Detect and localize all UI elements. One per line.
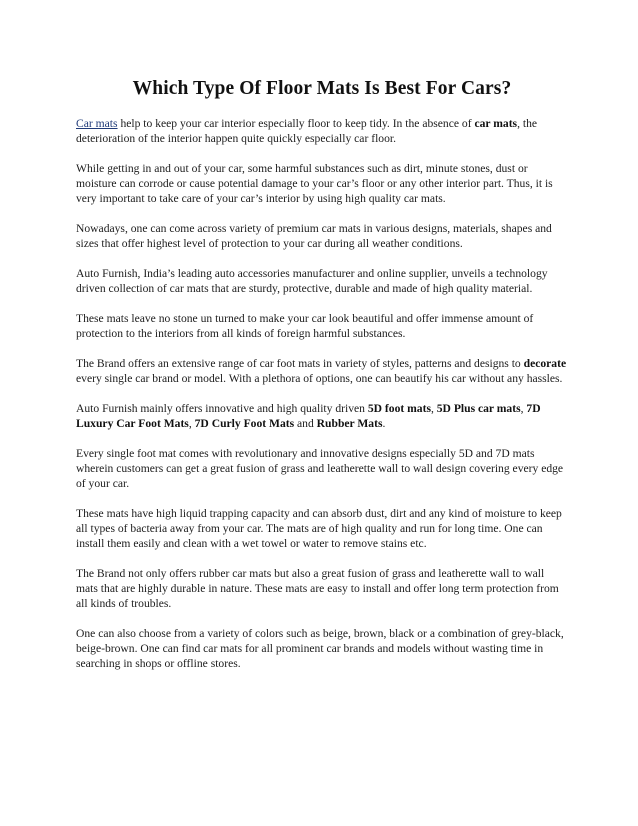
paragraph-interior-care: While getting in and out of your car, some harmful substances such as dirt, minute stones, dust or moisture can corrode or cause potential damage to your car’s floor or any other interior part. Thus, it is very important to take care of your car’s interior by using high quality car mats. (76, 161, 553, 206)
product-5d-plus-car-mats: 5D Plus car mats (436, 401, 521, 415)
separator: . (382, 416, 386, 430)
intro-text-1: help to keep your car interior especially floor to keep tidy. In the absence of (117, 117, 475, 130)
document-page (76, 78, 568, 686)
separator: , (430, 401, 437, 415)
products-text: Auto Furnish mainly offers innovative and high quality driven (76, 401, 368, 415)
page-title: Which Type Of Floor Mats Is Best For Cars? (132, 78, 512, 99)
car-mats-link[interactable]: Car mats (76, 117, 118, 130)
product-rubber-mats: Rubber Mats (316, 416, 383, 430)
intro-bold-car-mats: car mats (474, 117, 518, 130)
paragraph-protection: These mats leave no stone un turned to make your car look beautiful and offer immense amount of protection to the interiors from all kinds of foreign harmful substances. (76, 311, 534, 341)
separator: , (188, 416, 195, 430)
paragraph-intro (76, 116, 568, 146)
product-7d-curly-foot-mats: 7D Curly Foot Mats (194, 416, 295, 430)
paragraph-rubber-and-grass: The Brand not only offers rubber car mats but also a great fusion of grass and leatherette wall to wall mats that are highly durable in nature. These mats are easy to install and offer long term protection from all kinds of troubles. (76, 566, 559, 611)
separator: and (294, 416, 317, 430)
paragraph-products (76, 401, 568, 431)
paragraph-colors: One can also choose from a variety of colors such as beige, brown, black or a combination of grey-black, beige-brown. One can find car mats for all prominent car brands and models without wasting time in searching in shops or offline stores. (76, 626, 564, 671)
range-bold-decorate: decorate (523, 356, 567, 370)
range-text-2: every single car brand or model. With a plethora of options, one can beautify his car without any hassles. (76, 371, 563, 385)
paragraph-range (76, 356, 568, 386)
product-7d-luxury-car-foot-mats: 7D Luxury Car Foot Mats (76, 401, 541, 430)
paragraph-auto-furnish: Auto Furnish, India’s leading auto accessories manufacturer and online supplier, unveils a technology driven collection of car mats that are sturdy, protective, durable and made of high quality material. (76, 266, 548, 296)
paragraph-designs: Every single foot mat comes with revolutionary and innovative designs especially 5D and 7D mats wherein customers can get a great fusion of grass and leatherette wall to wall design covering every edge of your car. (76, 446, 564, 490)
product-5d-foot-mats: 5D foot mats (367, 401, 431, 415)
separator: , (520, 401, 527, 415)
range-text-1: The Brand offers an extensive range of car foot mats in variety of styles, patterns and designs to (76, 356, 524, 370)
intro-text-2: , the deterioration of the interior happen quite quickly especially car floor. (76, 117, 538, 146)
paragraph-variety: Nowadays, one can come across variety of premium car mats in various designs, materials, shapes and sizes that offer highest level of protection to your car during all weather conditions. (76, 222, 552, 251)
paragraph-liquid-trapping: These mats have high liquid trapping capacity and can absorb dust, dirt and any kind of moisture to keep all types of bacteria away from your car. The mats are of high quality and run for long time. One can install them easily and clean with a wet towel or water to remove stains etc. (76, 506, 562, 551)
